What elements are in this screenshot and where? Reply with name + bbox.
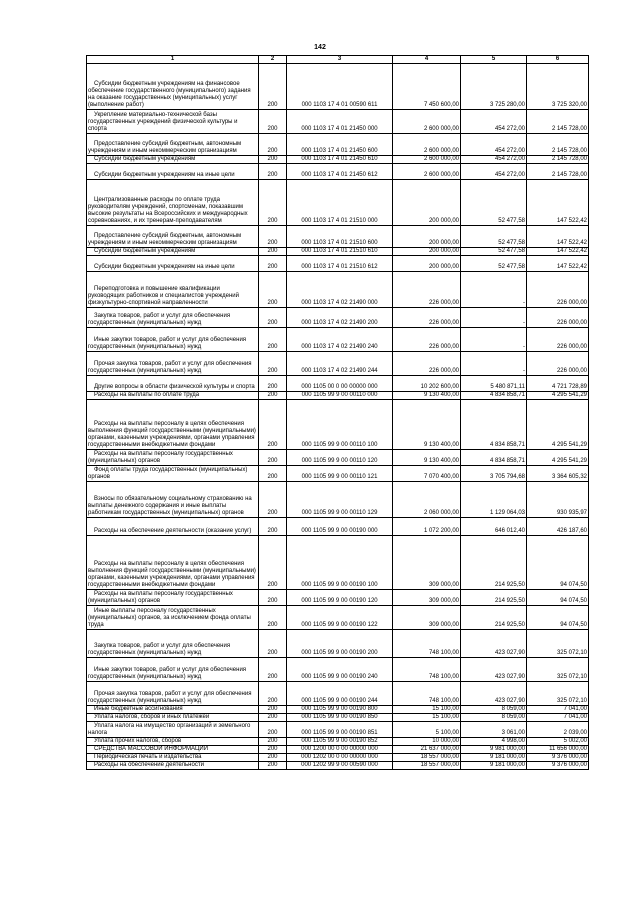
row-label-text: Расходы на выплаты по оплате труда xyxy=(94,392,200,398)
classification-code-cell: 000 1200 00 0 00 00000 000 xyxy=(287,746,393,754)
line-code-cell: 200 xyxy=(259,156,287,164)
row-label xyxy=(87,392,259,400)
row-label-text: Расходы на выплаты персоналу государственных (муниципальных) органов xyxy=(88,591,233,604)
line-code-cell: 200 xyxy=(259,466,287,482)
classification-code-cell: 000 1105 99 9 00 00190 852 xyxy=(287,738,393,746)
classification-code-cell: 000 1105 99 9 00 00190 122 xyxy=(287,606,393,630)
approved-amount-cell: 9 130 400,00 xyxy=(393,450,461,466)
row-label xyxy=(87,762,259,770)
classification-code-cell: 000 1105 99 9 00 00110 121 xyxy=(287,466,393,482)
column-header-5: 5 xyxy=(461,56,527,64)
row-label xyxy=(87,518,259,536)
unexecuted-amount-cell: 94 074,50 xyxy=(527,590,589,606)
unexecuted-amount-cell: 4 721 728,89 xyxy=(527,376,589,392)
line-code-cell: 200 xyxy=(259,746,287,754)
table-row xyxy=(87,450,589,466)
unexecuted-amount-cell: 325 072,10 xyxy=(527,658,589,682)
row-label-text: Фонд оплаты труда государственных (муниципальных) органов xyxy=(88,467,248,480)
executed-amount-cell: - xyxy=(461,352,527,376)
unexecuted-amount-cell: 426 187,60 xyxy=(527,518,589,536)
unexecuted-amount-cell: 5 002,00 xyxy=(527,738,589,746)
row-label-text: Уплата прочих налогов, сборов xyxy=(94,738,182,744)
table-row xyxy=(87,536,589,590)
line-code-cell: 200 xyxy=(259,248,287,256)
row-label xyxy=(87,658,259,682)
approved-amount-cell: 2 600 000,00 xyxy=(393,110,461,134)
row-label xyxy=(87,682,259,706)
classification-code-cell: 000 1103 17 4 01 21510 600 xyxy=(287,226,393,248)
classification-code-cell: 000 1105 99 9 00 00190 850 xyxy=(287,714,393,722)
unexecuted-amount-cell: 226 000,00 xyxy=(527,328,589,352)
table-row xyxy=(87,400,589,450)
table-body xyxy=(87,64,589,770)
approved-amount-cell: 226 000,00 xyxy=(393,272,461,308)
classification-code-cell: 000 1202 00 0 00 00000 000 xyxy=(287,754,393,762)
unexecuted-amount-cell: 226 000,00 xyxy=(527,272,589,308)
approved-amount-cell: 200 000,00 xyxy=(393,256,461,272)
line-code-cell: 200 xyxy=(259,482,287,518)
executed-amount-cell: 52 477,58 xyxy=(461,248,527,256)
line-code-cell: 200 xyxy=(259,352,287,376)
classification-code-cell: 000 1105 99 9 00 00190 120 xyxy=(287,590,393,606)
unexecuted-amount-cell: 147 522,42 xyxy=(527,256,589,272)
row-label-text: Закупка товаров, работ и услуг для обеспечения государственных (муниципальных) нужд xyxy=(88,643,231,656)
unexecuted-amount-cell: 3 725 320,00 xyxy=(527,64,589,110)
table-row xyxy=(87,658,589,682)
row-label xyxy=(87,134,259,156)
line-code-cell: 200 xyxy=(259,376,287,392)
row-label-text: Прочая закупка товаров, работ и услуг для обеспечения государственных (муниципальных) нужд xyxy=(88,361,252,374)
row-label xyxy=(87,536,259,590)
approved-amount-cell: 200 000,00 xyxy=(393,248,461,256)
row-label-text: Субсидии бюджетным учреждениям на иные цели xyxy=(94,264,235,270)
approved-amount-cell: 2 600 000,00 xyxy=(393,164,461,180)
approved-amount-cell: 309 000,00 xyxy=(393,590,461,606)
executed-amount-cell: 1 129 064,03 xyxy=(461,482,527,518)
approved-amount-cell: 10 000,00 xyxy=(393,738,461,746)
row-label-text: Укрепление материально-технической базы государственных учреждений физической культуры и спорта xyxy=(88,112,238,132)
unexecuted-amount-cell: 226 000,00 xyxy=(527,308,589,328)
unexecuted-amount-cell: 147 522,42 xyxy=(527,180,589,226)
unexecuted-amount-cell: 9 376 000,00 xyxy=(527,762,589,770)
line-code-cell: 200 xyxy=(259,536,287,590)
unexecuted-amount-cell: 94 074,50 xyxy=(527,606,589,630)
column-header-3: 3 xyxy=(287,56,393,64)
executed-amount-cell: 214 925,50 xyxy=(461,606,527,630)
classification-code-cell: 000 1103 17 4 02 21490 240 xyxy=(287,328,393,352)
row-label-text: Расходы на выплаты персоналу в целях обеспечения выполнения функций государственными (муниципальными) органами, казенными учреждениями, органами управления государственными внебюджетными фондами xyxy=(88,421,256,448)
classification-code-cell: 000 1103 17 4 02 21490 200 xyxy=(287,308,393,328)
row-label-text: Иные выплаты персоналу государственных (муниципальных) органов, за исключением фонда оплаты труда xyxy=(88,608,251,628)
table-row xyxy=(87,606,589,630)
table-row xyxy=(87,256,589,272)
row-label xyxy=(87,110,259,134)
unexecuted-amount-cell: 2 039,00 xyxy=(527,722,589,738)
row-label-text: Предоставление субсидий бюджетным, автономным учреждениям и иным некоммерческим организациям xyxy=(88,233,242,246)
line-code-cell: 200 xyxy=(259,256,287,272)
approved-amount-cell: 226 000,00 xyxy=(393,328,461,352)
line-code-cell: 200 xyxy=(259,706,287,714)
unexecuted-amount-cell: 7 041,00 xyxy=(527,706,589,714)
unexecuted-amount-cell: 147 522,42 xyxy=(527,248,589,256)
table-row xyxy=(87,518,589,536)
line-code-cell: 200 xyxy=(259,590,287,606)
approved-amount-cell: 2 600 000,00 xyxy=(393,156,461,164)
classification-code-cell: 000 1103 17 4 01 21510 612 xyxy=(287,256,393,272)
classification-code-cell: 000 1202 99 9 00 00590 000 xyxy=(287,762,393,770)
table-row xyxy=(87,164,589,180)
executed-amount-cell: 454 272,00 xyxy=(461,156,527,164)
line-code-cell: 200 xyxy=(259,110,287,134)
row-label-text: Субсидии бюджетным учреждениям на иные цели xyxy=(94,172,235,178)
approved-amount-cell: 748 100,00 xyxy=(393,658,461,682)
table-row xyxy=(87,630,589,658)
row-label-text: Субсидии бюджетным учреждениям на финансовое обеспечение государственного (муниципального) задания на оказание государственных (муниципальных) услуг (выполнение работ) xyxy=(88,81,251,108)
table-row xyxy=(87,64,589,110)
table-row xyxy=(87,722,589,738)
line-code-cell: 200 xyxy=(259,272,287,308)
line-code-cell: 200 xyxy=(259,722,287,738)
row-label-text: Уплата налога на имущество организаций и земельного налога xyxy=(88,723,251,736)
approved-amount-cell: 21 637 000,00 xyxy=(393,746,461,754)
executed-amount-cell: 423 027,90 xyxy=(461,630,527,658)
row-label-text: Другие вопросы в области физической культуры и спорта xyxy=(94,384,255,390)
executed-amount-cell: 9 181 000,00 xyxy=(461,754,527,762)
unexecuted-amount-cell: 930 935,97 xyxy=(527,482,589,518)
approved-amount-cell: 9 130 400,00 xyxy=(393,400,461,450)
classification-code-cell: 000 1105 99 9 00 00110 129 xyxy=(287,482,393,518)
row-label-text: Расходы на обеспечение деятельности (оказание услуг) xyxy=(94,528,252,534)
table-row xyxy=(87,706,589,714)
table-row xyxy=(87,352,589,376)
row-label-text: Субсидии бюджетным учреждениям xyxy=(94,156,196,162)
table-row xyxy=(87,328,589,352)
row-label xyxy=(87,256,259,272)
table-row xyxy=(87,156,589,164)
executed-amount-cell: 8 059,00 xyxy=(461,706,527,714)
line-code-cell: 200 xyxy=(259,64,287,110)
row-label xyxy=(87,64,259,110)
approved-amount-cell: 5 100,00 xyxy=(393,722,461,738)
classification-code-cell: 000 1103 17 4 01 21450 600 xyxy=(287,134,393,156)
line-code-cell: 200 xyxy=(259,738,287,746)
line-code-cell: 200 xyxy=(259,714,287,722)
row-label-text: Уплата налогов, сборов и иных платежей xyxy=(94,714,210,720)
table-row xyxy=(87,392,589,400)
row-label-text: СРЕДСТВА МАССОВОЙ ИНФОРМАЦИИ xyxy=(94,746,209,752)
classification-code-cell: 000 1103 17 4 01 21450 610 xyxy=(287,156,393,164)
executed-amount-cell: 4 834 858,71 xyxy=(461,450,527,466)
executed-amount-cell: 3 725 280,00 xyxy=(461,64,527,110)
executed-amount-cell: 423 027,90 xyxy=(461,658,527,682)
row-label xyxy=(87,754,259,762)
row-label xyxy=(87,630,259,658)
row-label-text: Иные закупки товаров, работ и услуг для обеспечения государственных (муниципальных) нужд xyxy=(88,337,247,350)
row-label-text: Иные бюджетные ассигнования xyxy=(94,706,183,712)
approved-amount-cell: 1 072 200,00 xyxy=(393,518,461,536)
executed-amount-cell: 9 981 000,00 xyxy=(461,746,527,754)
executed-amount-cell: 454 272,00 xyxy=(461,164,527,180)
unexecuted-amount-cell: 325 072,10 xyxy=(527,630,589,658)
table-row xyxy=(87,738,589,746)
table-row xyxy=(87,180,589,226)
table-row xyxy=(87,272,589,308)
row-label-text: Иные закупки товаров, работ и услуг для обеспечения государственных (муниципальных) нужд xyxy=(88,667,247,680)
executed-amount-cell: 4 998,00 xyxy=(461,738,527,746)
line-code-cell: 200 xyxy=(259,328,287,352)
executed-amount-cell: 4 834 858,71 xyxy=(461,400,527,450)
row-label xyxy=(87,352,259,376)
row-label-text: Закупка товаров, работ и услуг для обеспечения государственных (муниципальных) нужд xyxy=(88,313,231,326)
executed-amount-cell: 454 272,00 xyxy=(461,134,527,156)
classification-code-cell: 000 1105 99 9 00 00190 851 xyxy=(287,722,393,738)
row-label-text: Расходы на выплаты персоналу в целях обеспечения выполнения функций государственными (муниципальными) органами, казенными учреждениями, органами управления государственными внебюджетными фондами xyxy=(88,561,256,588)
classification-code-cell: 000 1105 00 0 00 00000 000 xyxy=(287,376,393,392)
approved-amount-cell: 226 000,00 xyxy=(393,308,461,328)
row-label-text: Переподготовка и повышение квалификации руководящих работников и специалистов учреждений физкультурно-спортивной направленности xyxy=(88,286,239,306)
approved-amount-cell: 18 557 000,00 xyxy=(393,754,461,762)
row-label xyxy=(87,328,259,352)
row-label xyxy=(87,482,259,518)
approved-amount-cell: 7 070 400,00 xyxy=(393,466,461,482)
approved-amount-cell: 18 557 000,00 xyxy=(393,762,461,770)
line-code-cell: 200 xyxy=(259,762,287,770)
classification-code-cell: 000 1105 99 9 00 00190 800 xyxy=(287,706,393,714)
approved-amount-cell: 2 060 000,00 xyxy=(393,482,461,518)
row-label xyxy=(87,746,259,754)
unexecuted-amount-cell: 2 145 728,00 xyxy=(527,156,589,164)
executed-amount-cell: 52 477,58 xyxy=(461,256,527,272)
line-code-cell: 200 xyxy=(259,682,287,706)
executed-amount-cell: 214 925,50 xyxy=(461,536,527,590)
executed-amount-cell: 9 181 000,00 xyxy=(461,762,527,770)
table-row xyxy=(87,714,589,722)
row-label xyxy=(87,738,259,746)
approved-amount-cell: 2 600 000,00 xyxy=(393,134,461,156)
executed-amount-cell: 4 834 858,71 xyxy=(461,392,527,400)
line-code-cell: 200 xyxy=(259,226,287,248)
row-label-text: Централизованные расходы по оплате труда руководителям учреждений, спортсменам, показавшим высокие результаты на Всероссийских и международных соревнованиях, и их тренерам-преподавателям xyxy=(88,197,248,224)
row-label xyxy=(87,400,259,450)
table-row xyxy=(87,248,589,256)
unexecuted-amount-cell: 94 074,50 xyxy=(527,536,589,590)
line-code-cell: 200 xyxy=(259,392,287,400)
executed-amount-cell: 3 061,00 xyxy=(461,722,527,738)
unexecuted-amount-cell: 4 295 541,29 xyxy=(527,450,589,466)
row-label xyxy=(87,180,259,226)
unexecuted-amount-cell: 4 295 541,29 xyxy=(527,392,589,400)
classification-code-cell: 000 1105 99 9 00 00110 100 xyxy=(287,400,393,450)
unexecuted-amount-cell: 2 145 728,00 xyxy=(527,110,589,134)
executed-amount-cell: 454 272,00 xyxy=(461,110,527,134)
approved-amount-cell: 226 000,00 xyxy=(393,352,461,376)
approved-amount-cell: 748 100,00 xyxy=(393,630,461,658)
table-row xyxy=(87,308,589,328)
classification-code-cell: 000 1105 99 9 00 00190 240 xyxy=(287,658,393,682)
executed-amount-cell: - xyxy=(461,328,527,352)
line-code-cell: 200 xyxy=(259,400,287,450)
row-label xyxy=(87,308,259,328)
executed-amount-cell: 52 477,58 xyxy=(461,226,527,248)
executed-amount-cell: - xyxy=(461,308,527,328)
row-label xyxy=(87,722,259,738)
row-label xyxy=(87,226,259,248)
row-label xyxy=(87,164,259,180)
table-row xyxy=(87,762,589,770)
budget-execution-table xyxy=(86,55,589,770)
approved-amount-cell: 15 100,00 xyxy=(393,714,461,722)
table-row xyxy=(87,110,589,134)
classification-code-cell: 000 1105 99 9 00 00190 100 xyxy=(287,536,393,590)
classification-code-cell: 000 1105 99 9 00 00190 244 xyxy=(287,682,393,706)
table-row xyxy=(87,466,589,482)
executed-amount-cell: 5 480 871,11 xyxy=(461,376,527,392)
unexecuted-amount-cell: 3 364 605,32 xyxy=(527,466,589,482)
unexecuted-amount-cell: 226 000,00 xyxy=(527,352,589,376)
table-row xyxy=(87,482,589,518)
unexecuted-amount-cell: 7 041,00 xyxy=(527,714,589,722)
classification-code-cell: 000 1103 17 4 01 21510 000 xyxy=(287,180,393,226)
page-number: 142 xyxy=(314,44,326,51)
approved-amount-cell: 200 000,00 xyxy=(393,180,461,226)
row-label xyxy=(87,714,259,722)
row-label-text: Прочая закупка товаров, работ и услуг для обеспечения государственных (муниципальных) нужд xyxy=(88,691,252,704)
line-code-cell: 200 xyxy=(259,164,287,180)
row-label xyxy=(87,248,259,256)
approved-amount-cell: 748 100,00 xyxy=(393,682,461,706)
table-row xyxy=(87,134,589,156)
row-label-text: Расходы на выплаты персоналу государственных (муниципальных) органов xyxy=(88,451,233,464)
executed-amount-cell: - xyxy=(461,272,527,308)
classification-code-cell: 000 1105 99 9 00 00110 000 xyxy=(287,392,393,400)
table-row xyxy=(87,590,589,606)
unexecuted-amount-cell: 9 376 000,00 xyxy=(527,754,589,762)
row-label xyxy=(87,466,259,482)
classification-code-cell: 000 1103 17 4 01 00590 611 xyxy=(287,64,393,110)
line-code-cell: 200 xyxy=(259,134,287,156)
row-label-text: Периодическая печать и издательства xyxy=(94,754,202,760)
approved-amount-cell: 15 100,00 xyxy=(393,706,461,714)
unexecuted-amount-cell: 2 145 728,00 xyxy=(527,164,589,180)
line-code-cell: 200 xyxy=(259,308,287,328)
approved-amount-cell: 7 450 600,00 xyxy=(393,64,461,110)
line-code-cell: 200 xyxy=(259,754,287,762)
table-header-row xyxy=(87,56,589,64)
line-code-cell: 200 xyxy=(259,180,287,226)
column-header-1: 1 xyxy=(87,56,259,64)
approved-amount-cell: 309 000,00 xyxy=(393,536,461,590)
classification-code-cell: 000 1105 99 9 00 00110 120 xyxy=(287,450,393,466)
executed-amount-cell: 214 925,50 xyxy=(461,590,527,606)
unexecuted-amount-cell: 325 072,10 xyxy=(527,682,589,706)
executed-amount-cell: 646 012,40 xyxy=(461,518,527,536)
line-code-cell: 200 xyxy=(259,658,287,682)
classification-code-cell: 000 1105 99 9 00 00190 200 xyxy=(287,630,393,658)
row-label-text: Взносы по обязательному социальному страхованию на выплаты денежного содержания и иные выплаты работникам государственных (муниципальных) органов xyxy=(88,496,252,516)
table-row xyxy=(87,376,589,392)
approved-amount-cell: 9 130 400,00 xyxy=(393,392,461,400)
column-header-6: 6 xyxy=(527,56,589,64)
table-row xyxy=(87,746,589,754)
executed-amount-cell: 423 027,90 xyxy=(461,682,527,706)
executed-amount-cell: 3 705 794,68 xyxy=(461,466,527,482)
unexecuted-amount-cell: 4 295 541,29 xyxy=(527,400,589,450)
row-label-text: Субсидии бюджетным учреждениям xyxy=(94,248,196,254)
row-label xyxy=(87,450,259,466)
classification-code-cell: 000 1103 17 4 01 21450 612 xyxy=(287,164,393,180)
row-label xyxy=(87,272,259,308)
row-label xyxy=(87,706,259,714)
line-code-cell: 200 xyxy=(259,450,287,466)
table-row xyxy=(87,682,589,706)
approved-amount-cell: 309 000,00 xyxy=(393,606,461,630)
column-header-4: 4 xyxy=(393,56,461,64)
classification-code-cell: 000 1103 17 4 01 21510 610 xyxy=(287,248,393,256)
classification-code-cell: 000 1103 17 4 01 21450 000 xyxy=(287,110,393,134)
row-label xyxy=(87,156,259,164)
table-row xyxy=(87,754,589,762)
executed-amount-cell: 8 059,00 xyxy=(461,714,527,722)
unexecuted-amount-cell: 147 522,42 xyxy=(527,226,589,248)
unexecuted-amount-cell: 11 656 000,00 xyxy=(527,746,589,754)
executed-amount-cell: 52 477,58 xyxy=(461,180,527,226)
line-code-cell: 200 xyxy=(259,606,287,630)
unexecuted-amount-cell: 2 145 728,00 xyxy=(527,134,589,156)
line-code-cell: 200 xyxy=(259,518,287,536)
classification-code-cell: 000 1103 17 4 02 21490 244 xyxy=(287,352,393,376)
table-row xyxy=(87,226,589,248)
approved-amount-cell: 200 000,00 xyxy=(393,226,461,248)
line-code-cell: 200 xyxy=(259,630,287,658)
row-label-text: Предоставление субсидий бюджетным, автономным учреждениям и иным некоммерческим организациям xyxy=(88,141,242,154)
row-label xyxy=(87,376,259,392)
classification-code-cell: 000 1105 99 9 00 00190 000 xyxy=(287,518,393,536)
row-label xyxy=(87,606,259,630)
column-header-2: 2 xyxy=(259,56,287,64)
approved-amount-cell: 10 202 600,00 xyxy=(393,376,461,392)
classification-code-cell: 000 1103 17 4 02 21490 000 xyxy=(287,272,393,308)
row-label-text: Расходы на обеспечение деятельности xyxy=(94,762,204,768)
row-label xyxy=(87,590,259,606)
